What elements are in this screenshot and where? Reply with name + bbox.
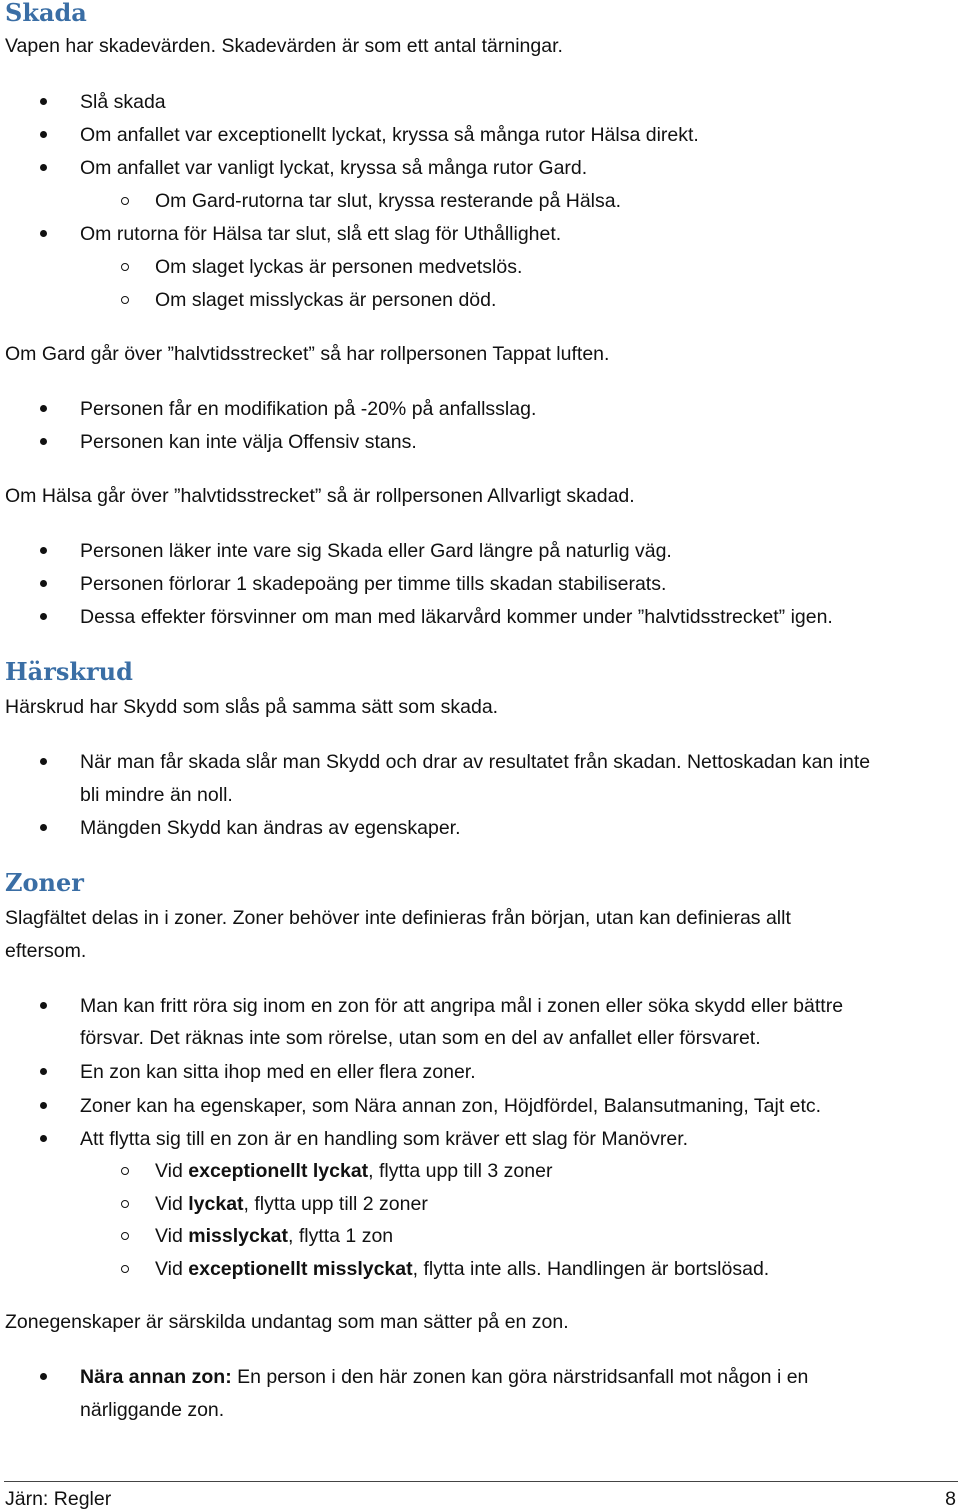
- sub-list-item: Om Gard-rutorna tar slut, kryssa resterande på Hälsa.: [155, 190, 622, 212]
- sub-item-prefix: Vid: [155, 1160, 189, 1182]
- sub-list-item: Om slaget lyckas är personen medvetslös.: [155, 256, 523, 278]
- sub-bullet-icon: [121, 263, 129, 271]
- sub-item-rest: , flytta 1 zon: [288, 1225, 394, 1247]
- sub-list-item: [155, 1191, 428, 1217]
- list-item: En zon kan sitta ihop med en eller flera zoner.: [80, 1061, 476, 1083]
- bullet-icon: [40, 1002, 47, 1009]
- list-item: Personen läker inte vare sig Skada eller Gard längre på naturlig väg.: [80, 540, 672, 562]
- bullet-icon: [40, 164, 47, 171]
- skada-intro: Vapen har skadevärden. Skadevärden är som ett antal tärningar.: [5, 35, 563, 57]
- halsa-paragraph: Om Hälsa går över ”halvtidsstrecket” så är rollpersonen Allvarligt skadad.: [5, 485, 635, 507]
- footer-divider: [4, 1481, 958, 1482]
- heading-zoner: Zoner: [5, 868, 84, 897]
- list-item-continuation: bli mindre än noll.: [80, 784, 233, 806]
- zoner-intro: Slagfältet delas in i zoner. Zoner behöver inte definieras från början, utan kan definieras allt: [5, 907, 791, 929]
- bullet-icon: [40, 613, 47, 620]
- list-item: Personen förlorar 1 skadepoäng per timme tills skadan stabiliserats.: [80, 573, 667, 595]
- sub-list-item: [155, 1158, 552, 1184]
- bullet-icon: [40, 1373, 47, 1380]
- sub-item-emphasis: exceptionellt lyckat: [188, 1160, 369, 1182]
- list-item: När man får skada slår man Skydd och drar av resultatet från skadan. Nettoskadan kan inte: [80, 751, 871, 773]
- harskrud-intro: Härskrud har Skydd som slås på samma sätt som skada.: [5, 696, 499, 718]
- list-item-emphasis: Nära annan zon:: [80, 1366, 232, 1388]
- list-item: Mängden Skydd kan ändras av egenskaper.: [80, 817, 461, 839]
- list-item: Man kan fritt röra sig inom en zon för att angripa mål i zonen eller söka skydd eller bättre: [80, 995, 844, 1017]
- bullet-icon: [40, 758, 47, 765]
- list-item-rest: En person i den här zonen kan göra närstridsanfall mot någon i en: [231, 1366, 809, 1388]
- list-item: Om anfallet var vanligt lyckat, kryssa så många rutor Gard.: [80, 157, 588, 179]
- sub-item-rest: , flytta upp till 2 zoner: [243, 1193, 428, 1215]
- page-number: 8: [945, 1488, 956, 1510]
- bullet-icon: [40, 1102, 47, 1109]
- heading-skada: Skada: [5, 0, 87, 27]
- list-item: Om anfallet var exceptionellt lyckat, kryssa så många rutor Hälsa direkt.: [80, 124, 699, 146]
- list-item: Om rutorna för Hälsa tar slut, slå ett slag för Uthållighet.: [80, 223, 562, 245]
- bullet-icon: [40, 1135, 47, 1142]
- sub-item-emphasis: misslyckat: [188, 1225, 288, 1247]
- sub-item-rest: , flytta inte alls. Handlingen är bortslösad.: [412, 1258, 770, 1280]
- list-item: Att flytta sig till en zon är en handling som kräver ett slag för Manövrer.: [80, 1128, 689, 1150]
- sub-bullet-icon: [121, 197, 129, 205]
- bullet-icon: [40, 405, 47, 412]
- sub-bullet-icon: [121, 1200, 129, 1208]
- sub-list-item: [155, 1256, 769, 1282]
- list-item: Personen kan inte välja Offensiv stans.: [80, 431, 417, 453]
- bullet-icon: [40, 131, 47, 138]
- sub-list-item: Om slaget misslyckas är personen död.: [155, 289, 497, 311]
- sub-bullet-icon: [121, 1232, 129, 1240]
- bullet-icon: [40, 230, 47, 237]
- bullet-icon: [40, 547, 47, 554]
- list-item-continuation: försvar. Det räknas inte som rörelse, utan som en del av anfallet eller försvaret.: [80, 1027, 761, 1049]
- list-item: Dessa effekter försvinner om man med läkarvård kommer under ”halvtidsstrecket” igen.: [80, 606, 833, 628]
- zonegenskaper-paragraph: Zonegenskaper är särskilda undantag som man sätter på en zon.: [5, 1311, 569, 1333]
- list-item: [80, 1364, 808, 1390]
- bullet-icon: [40, 1068, 47, 1075]
- sub-list-item: [155, 1223, 393, 1249]
- sub-bullet-icon: [121, 296, 129, 304]
- list-item: Personen får en modifikation på -20% på anfallsslag.: [80, 398, 537, 420]
- heading-harskrud: Härskrud: [5, 657, 133, 686]
- footer-title: Järn: Regler: [5, 1488, 112, 1510]
- bullet-icon: [40, 98, 47, 105]
- gard-paragraph: Om Gard går över ”halvtidsstrecket” så har rollpersonen Tappat luften.: [5, 343, 610, 365]
- bullet-icon: [40, 438, 47, 445]
- sub-bullet-icon: [121, 1167, 129, 1175]
- sub-item-prefix: Vid: [155, 1225, 189, 1247]
- bullet-icon: [40, 824, 47, 831]
- sub-bullet-icon: [121, 1265, 129, 1273]
- bullet-icon: [40, 580, 47, 587]
- sub-item-rest: , flytta upp till 3 zoner: [368, 1160, 553, 1182]
- list-item-continuation: närliggande zon.: [80, 1399, 225, 1421]
- sub-item-prefix: Vid: [155, 1193, 189, 1215]
- list-item: Slå skada: [80, 91, 166, 113]
- list-item: Zoner kan ha egenskaper, som Nära annan zon, Höjdfördel, Balansutmaning, Tajt etc.: [80, 1095, 822, 1117]
- sub-item-emphasis: exceptionellt misslyckat: [188, 1258, 413, 1280]
- sub-item-prefix: Vid: [155, 1258, 189, 1280]
- zoner-intro-continuation: eftersom.: [5, 940, 87, 962]
- sub-item-emphasis: lyckat: [188, 1193, 244, 1215]
